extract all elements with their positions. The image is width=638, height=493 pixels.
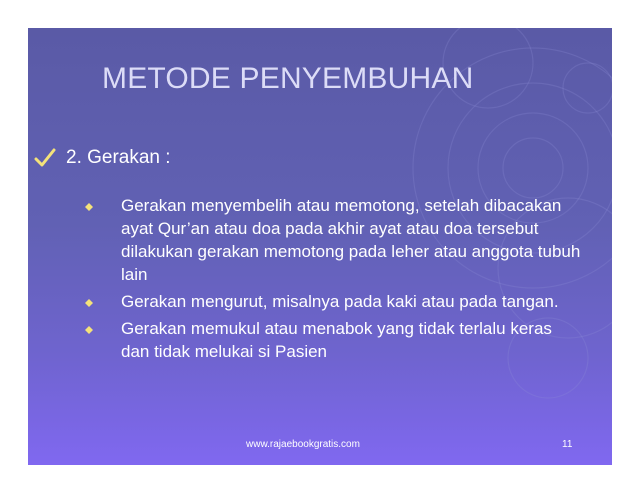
bullet-item: [83, 194, 583, 286]
footer-url[interactable]: www.rajaebookgratis.com: [246, 439, 360, 450]
bullet-text: Gerakan menyembelih atau memotong, setelah dibacakan ayat Qur’an atau doa pada akhir ayat atau doa tersebut dilakukan gerakan memotong pada leher atau anggota tubuh lain: [121, 196, 581, 284]
bullet-text: Gerakan memukul atau menabok yang tidak terlalu keras dan tidak melukai si Pasien: [121, 319, 552, 361]
bullet-item: [83, 290, 583, 313]
diamond-bullet-icon: [85, 203, 93, 211]
level1-bullet: [34, 143, 171, 173]
bullet-list: [83, 194, 583, 367]
page-number: 11: [562, 439, 573, 450]
check-icon: [34, 147, 56, 169]
slide-title: METODE PENYEMBUHAN: [102, 62, 474, 95]
level1-text: 2. Gerakan :: [66, 147, 171, 168]
diamond-bullet-icon: [85, 299, 93, 307]
bullet-text: Gerakan mengurut, misalnya pada kaki atau pada tangan.: [121, 292, 559, 311]
diamond-bullet-icon: [85, 326, 93, 334]
bullet-item: [83, 317, 583, 363]
slide: [28, 28, 612, 465]
